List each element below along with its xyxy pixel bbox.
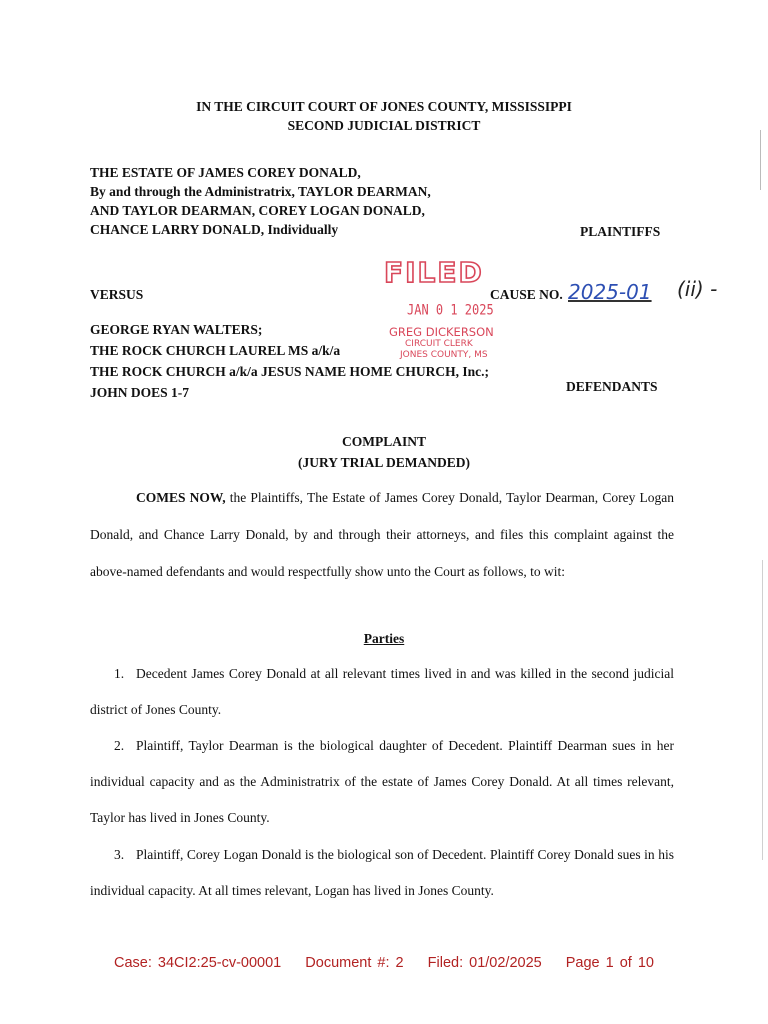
cause-number: 2025-01 (568, 280, 652, 304)
defendant-line: THE ROCK CHURCH LAUREL MS a/k/a (90, 343, 341, 358)
complaint-title: COMPLAINT (342, 434, 426, 449)
footer-filed: Filed: 01/02/2025 (427, 955, 542, 971)
footer-case: Case: 34CI2:25-cv-00001 (114, 955, 282, 971)
paragraph-text: Plaintiff, Corey Logan Donald is the biological son of Decedent. Plaintiff Corey Donald sues in his individual capacity. At all times relevant, Logan has lived in Jones County. (90, 847, 674, 898)
defendant-line: GEORGE RYAN WALTERS; (90, 322, 263, 337)
cause-label: CAUSE NO. (490, 287, 563, 302)
stamp-clerk-title: CIRCUIT CLERK (405, 339, 473, 349)
paragraph-number: 2. (114, 738, 125, 753)
plaintiff-line: THE ESTATE OF JAMES COREY DONALD, (90, 165, 361, 180)
court-name: IN THE CIRCUIT COURT OF JONES COUNTY, MISSISSIPPI (196, 99, 572, 114)
plaintiff-line: CHANCE LARRY DONALD, Individually (90, 222, 339, 237)
cause-suffix: (ii) - (677, 277, 718, 301)
paragraph-number: 3. (114, 847, 125, 862)
defendants-label: DEFENDANTS (566, 379, 658, 394)
filed-stamp: FILED (384, 256, 484, 289)
footer-page: Page 1 of 10 (565, 955, 654, 971)
court-district: SECOND JUDICIAL DISTRICT (287, 118, 481, 133)
footer-document: Document #: 2 (305, 955, 404, 971)
versus-label: VERSUS (90, 287, 144, 302)
paragraph-1 (90, 656, 674, 728)
paragraph-text: Plaintiff, Taylor Dearman is the biological daughter of Decedent. Plaintiff Dearman sues in her individual capacity and as the Administratrix of the estate of James Corey Donald. At all times relevant, Taylor has lived in Jones County. (90, 738, 674, 825)
plaintiff-line: AND TAYLOR DEARMAN, COREY LOGAN DONALD, (90, 203, 425, 218)
stamp-date: JAN 0 1 2025 (407, 301, 494, 319)
parties-heading: Parties (363, 631, 405, 646)
scan-edge-mark (762, 560, 763, 860)
intro-paragraph (90, 479, 674, 590)
defendant-line: JOHN DOES 1-7 (90, 385, 190, 400)
paragraph-number: 1. (114, 666, 125, 681)
complaint-subtitle: (JURY TRIAL DEMANDED) (297, 455, 471, 470)
stamp-county: JONES COUNTY, MS (400, 350, 488, 360)
defendants-block (90, 319, 489, 403)
court-footer (0, 955, 768, 971)
plaintiff-line: By and through the Administratrix, TAYLOR DEARMAN, (90, 184, 431, 199)
court-header (0, 97, 768, 135)
defendant-line: THE ROCK CHURCH a/k/a JESUS NAME HOME CHURCH, Inc.; (90, 364, 490, 379)
paragraph-2 (90, 728, 674, 836)
paragraph-3 (90, 837, 674, 909)
intro-lead: COMES NOW, (136, 490, 226, 505)
paragraph-text: Decedent James Corey Donald at all relevant times lived in and was killed in the second judicial district of Jones County. (90, 666, 674, 717)
scan-edge-mark (760, 130, 761, 190)
stamp-clerk: GREG DICKERSON (389, 325, 494, 339)
plaintiffs-label: PLAINTIFFS (580, 224, 661, 239)
plaintiffs-block (90, 163, 431, 239)
intro-text: the Plaintiffs, The Estate of James Corey Donald, Taylor Dearman, Corey Logan Donald, and Chance Larry Donald, by and through their attorneys, and files this complaint against the above-named defendants and would respectfully show unto the Court as follows, to wit: (90, 490, 675, 579)
